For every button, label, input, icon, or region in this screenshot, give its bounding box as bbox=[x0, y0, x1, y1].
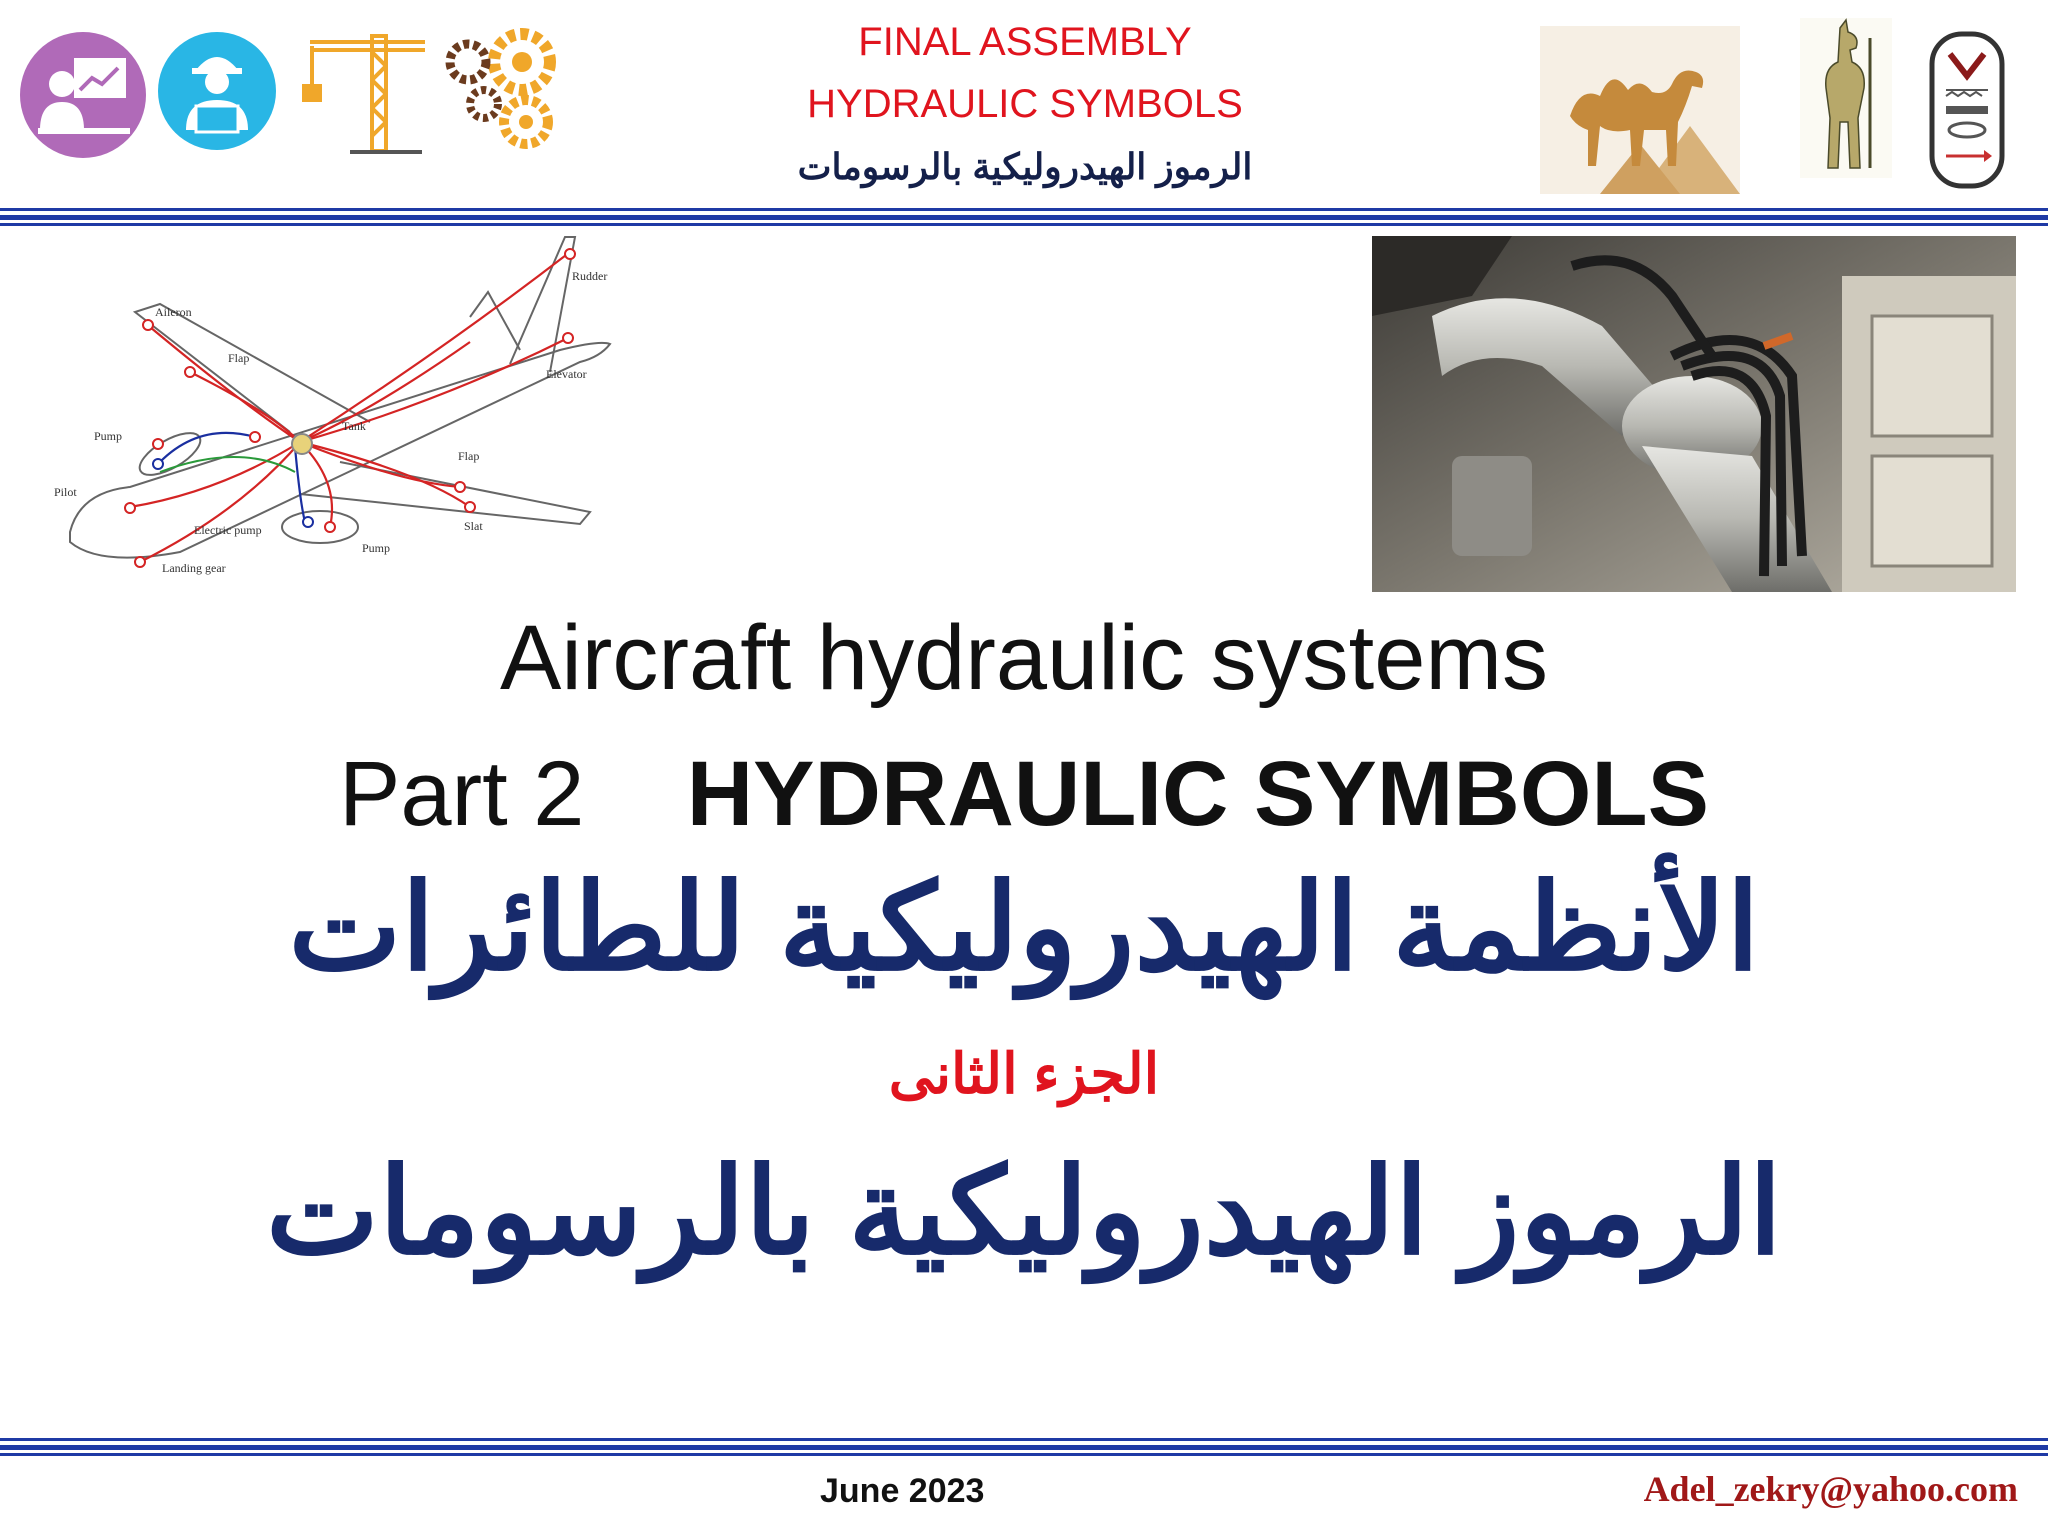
presenter-icon bbox=[18, 30, 148, 160]
arabic-subtitle: الرموز الهيدروليكية بالرسومات bbox=[266, 1145, 1782, 1279]
label-elevator: Elevator bbox=[546, 367, 587, 381]
aircraft-hydraulic-diagram bbox=[40, 232, 660, 592]
header-line-3-arabic: الرموز الهيدروليكية بالرسومات bbox=[797, 146, 1253, 187]
main-title: Aircraft hydraulic systems bbox=[499, 607, 1549, 709]
label-pump-left: Pump bbox=[94, 429, 123, 443]
header-line-2: HYDRAULIC SYMBOLS bbox=[807, 82, 1243, 126]
arabic-title: الأنظمة الهيدروليكية للطائرات bbox=[288, 861, 1760, 995]
label-rudder: Rudder bbox=[572, 269, 608, 283]
label-electric-pump: Electric pump bbox=[194, 523, 262, 537]
engineer-icon bbox=[156, 30, 278, 152]
footer-date: June 2023 bbox=[820, 1472, 985, 1510]
label-slat: Slat bbox=[464, 519, 483, 533]
symbols-title: HYDRAULIC SYMBOLS bbox=[686, 743, 1709, 845]
top-divider bbox=[0, 208, 2048, 228]
part-number: Part 2 bbox=[339, 743, 585, 845]
camel-pyramids-logo bbox=[1540, 26, 1740, 194]
footer-email: Adel_zekry@yahoo.com bbox=[1643, 1469, 2018, 1509]
gears-icon bbox=[440, 22, 565, 152]
arabic-part: الجزء الثانى bbox=[888, 1042, 1160, 1105]
bottom-divider bbox=[0, 1438, 2048, 1458]
anubis-logo bbox=[1800, 18, 1892, 178]
label-pump-bottom: Pump bbox=[362, 541, 391, 555]
label-flap-right: Flap bbox=[458, 449, 480, 463]
landing-gear-photo bbox=[1372, 236, 2016, 592]
header-line-1: FINAL ASSEMBLY bbox=[858, 20, 1192, 64]
label-flap-left: Flap bbox=[228, 351, 250, 365]
part-title bbox=[0, 743, 2048, 845]
label-landing-gear: Landing gear bbox=[162, 561, 226, 575]
label-pilot: Pilot bbox=[54, 485, 77, 499]
label-tank: Tank bbox=[342, 419, 366, 433]
crane-icon bbox=[300, 22, 430, 157]
cartouche-logo bbox=[1928, 30, 2006, 190]
label-aileron: Aileron bbox=[155, 305, 192, 319]
